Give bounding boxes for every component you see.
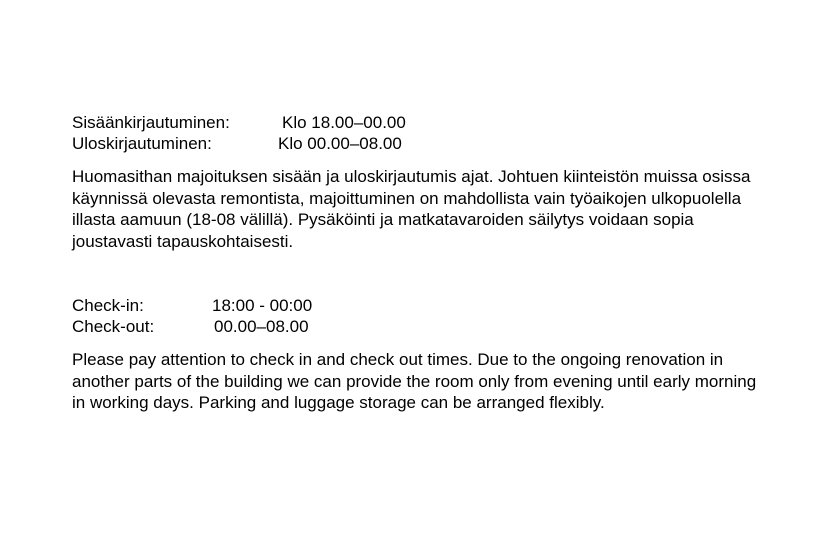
english-checkout-label: Check-out: [72, 317, 155, 336]
finnish-notice: Huomasithan majoituksen sisään ja uloskirjautumis ajat. Johtuen kiinteistön muissa osissa käynnissä olevasta remontista, majoittuminen on mahdollista vain työaikojen ulkopuolella illasta aamuun (18-08 välillä). Pysäköinti ja matkatavaroiden säilytys voidaan sopia joustavasti tapauskohtaisesti. [72, 167, 751, 251]
finnish-checkin-row [72, 112, 772, 133]
english-section [72, 295, 772, 414]
english-notice: Please pay attention to check in and check out times. Due to the ongoing renovation in another parts of the building we can provide the room only from evening until early morning in working days. Parking and luggage storage can be arranged flexibly. [72, 350, 757, 412]
finnish-checkin-label: Sisäänkirjautuminen: [72, 113, 230, 132]
document [72, 112, 772, 414]
finnish-checkout-value: Klo 00.00–08.00 [278, 134, 402, 153]
english-checkin-label: Check-in: [72, 296, 144, 315]
finnish-checkout-row [72, 133, 772, 154]
finnish-checkout-label: Uloskirjautuminen: [72, 134, 212, 153]
english-checkout-row [72, 316, 772, 337]
finnish-checkin-value: Klo 18.00–00.00 [282, 113, 406, 132]
english-checkin-row [72, 295, 772, 316]
english-checkout-value: 00.00–08.00 [214, 317, 309, 336]
english-checkin-value: 18:00 - 00:00 [212, 296, 313, 315]
finnish-section [72, 112, 772, 252]
